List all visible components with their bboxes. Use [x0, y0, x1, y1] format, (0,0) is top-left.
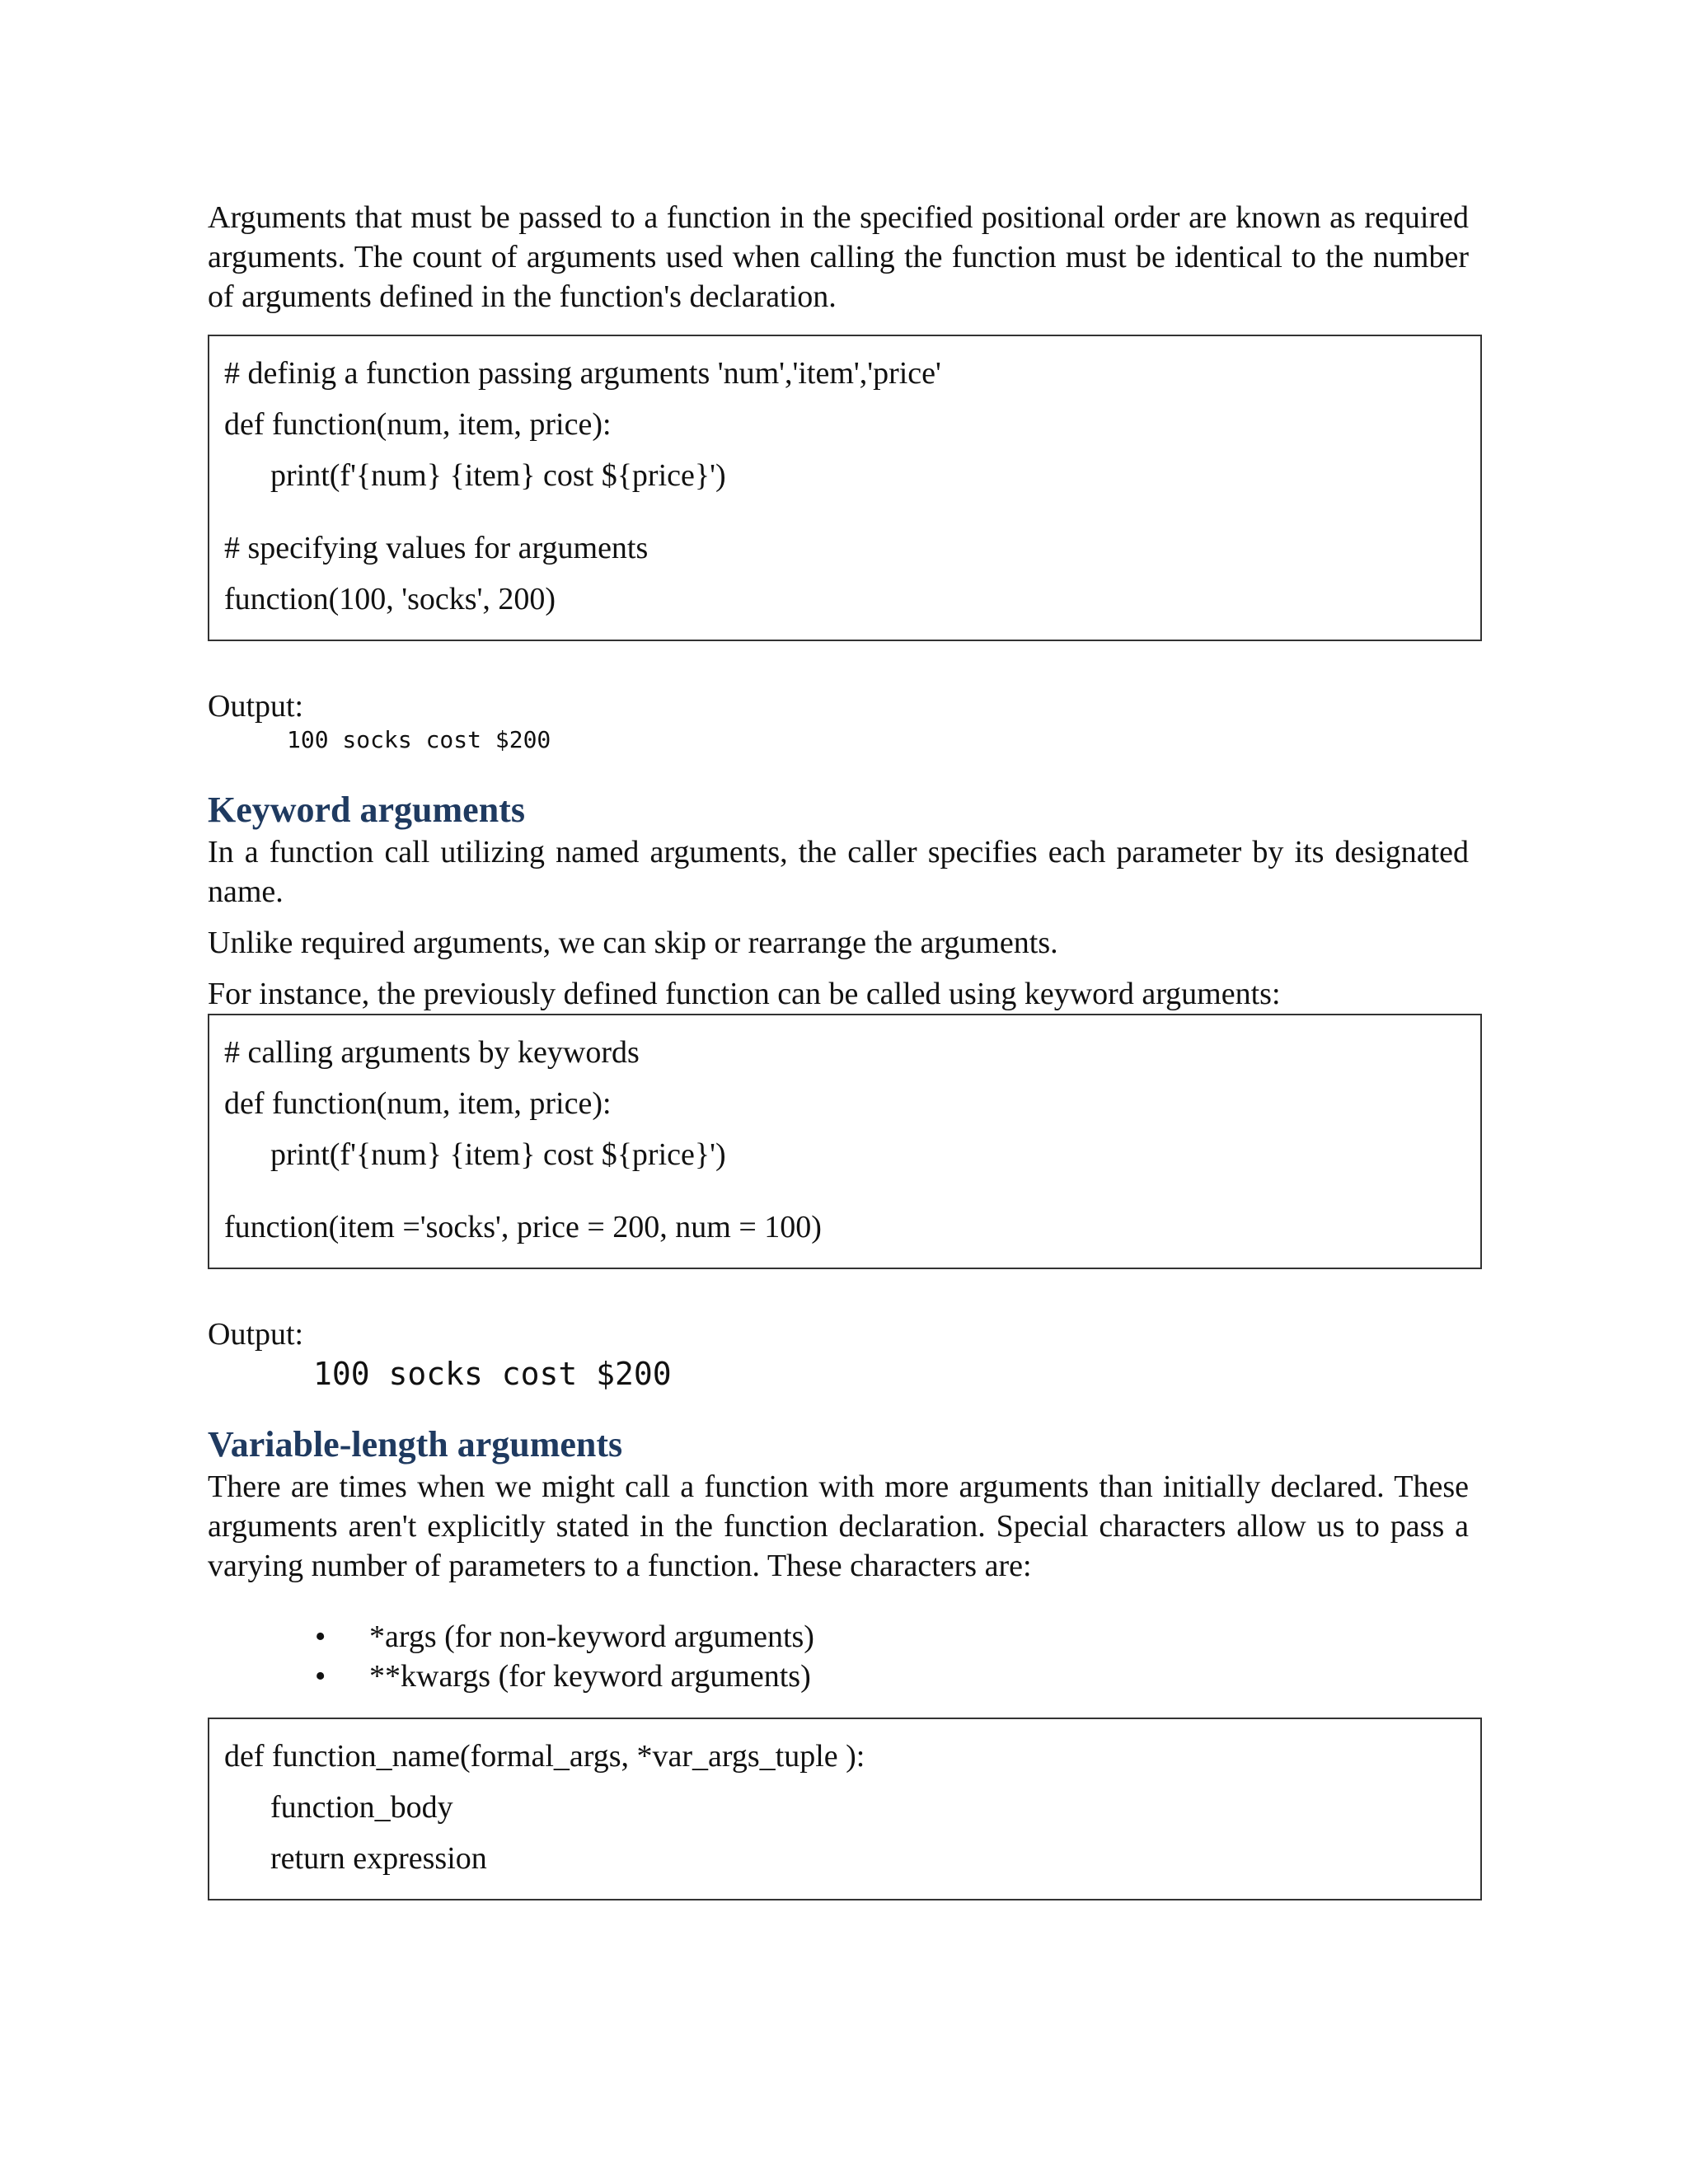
output-value: 100 socks cost $200: [287, 726, 551, 753]
bullet-icon: •: [315, 1619, 326, 1654]
code-block-keyword-args: [208, 1014, 1482, 1269]
output-label: Output:: [208, 1317, 304, 1352]
keyword-paragraph: Unlike required arguments, we can skip or rearrange the arguments.: [208, 926, 1058, 960]
code-line: return expression: [270, 1841, 487, 1876]
code-line: function(item ='socks', price = 200, num = 100): [224, 1210, 822, 1244]
output-label: Output:: [208, 689, 304, 724]
bullet-icon: •: [315, 1659, 326, 1694]
code-line: # definig a function passing arguments 'num','item','price': [224, 356, 941, 391]
code-line: print(f'{num} {item} cost ${price}'): [270, 458, 726, 493]
intro-paragraph: Arguments that must be passed to a function in the specified positional order are known as required arguments. The count of arguments used when calling the function must be identical to the number of arguments defined in the function's declaration.: [208, 200, 1469, 314]
code-gap: [224, 501, 1465, 523]
document-page: [208, 198, 1469, 1900]
code-block-variable-args: [208, 1718, 1482, 1900]
section-heading-variable: Variable-length arguments: [208, 1424, 623, 1465]
list-item-text: **kwargs (for keyword arguments): [369, 1659, 811, 1694]
code-block-required-args: [208, 335, 1482, 641]
code-line: # calling arguments by keywords: [224, 1035, 640, 1070]
list-item: [208, 1617, 1469, 1657]
code-line: function(100, 'socks', 200): [224, 582, 556, 616]
code-gap: [224, 1180, 1465, 1202]
list-item: [208, 1657, 1469, 1696]
section-heading-keyword: Keyword arguments: [208, 790, 525, 830]
output-value: 100 socks cost $200: [313, 1356, 672, 1392]
code-line: # specifying values for arguments: [224, 531, 649, 565]
keyword-paragraph: For instance, the previously defined function can be called using keyword arguments:: [208, 977, 1281, 1011]
list-item-text: *args (for non-keyword arguments): [369, 1619, 814, 1654]
code-line: function_body: [270, 1790, 453, 1825]
code-line: print(f'{num} {item} cost ${price}'): [270, 1137, 726, 1172]
keyword-paragraph: In a function call utilizing named arguments, the caller specifies each parameter by its designated name.: [208, 835, 1469, 909]
code-line: def function(num, item, price):: [224, 407, 612, 442]
bullet-list: [208, 1617, 1469, 1696]
code-line: def function_name(formal_args, *var_args_tuple ):: [224, 1739, 865, 1774]
variable-paragraph: There are times when we might call a function with more arguments than initially declared. These arguments aren't explicitly stated in the function declaration. Special characters allow us to pass a varying number of parameters to a function. These characters are:: [208, 1469, 1469, 1583]
code-line: def function(num, item, price):: [224, 1086, 612, 1121]
